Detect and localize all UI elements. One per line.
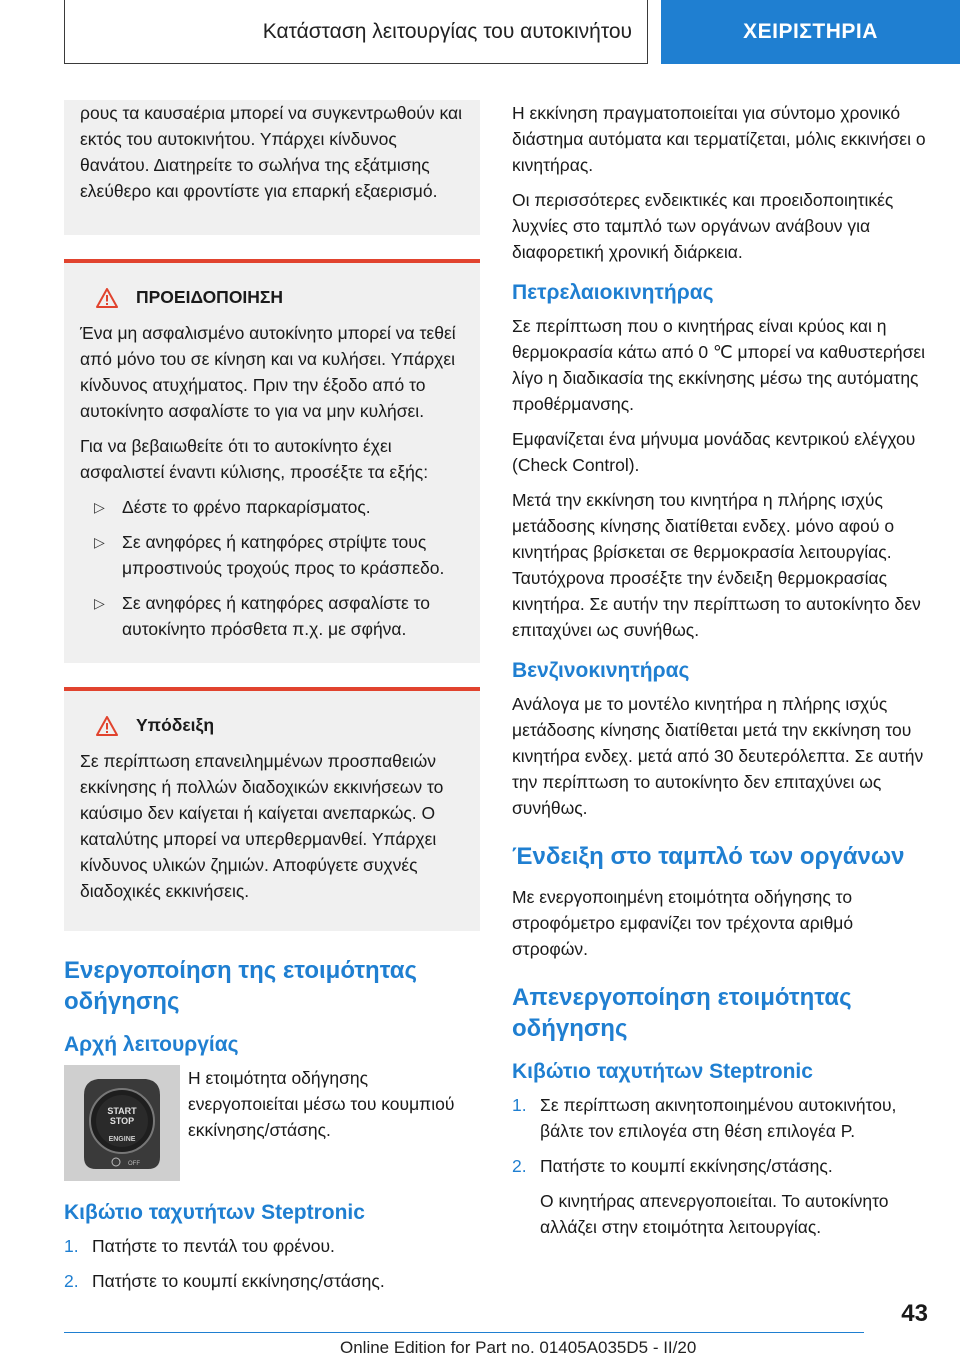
- petrol-text: Ανάλογα με το μοντέλο κινητήρα η πλήρης ισχύς μετάδοσης κίνησης διατίθεται μετά την εκκίνηση του κινητήρα ενδεχ. μετά από 30 δευτερόλεπτα. Σε αυτήν την περίπτωση το αυτοκίνητο δεν επιταχύνει ως συνήθως.: [512, 694, 924, 818]
- notice-box: [64, 687, 480, 931]
- stop-label: STOP: [109, 1116, 135, 1126]
- start-stop-button-image: [64, 1065, 180, 1181]
- display-text: Με ενεργοποιημένη ετοιμότητα οδήγησης το στροφόμετρο εμφανίζει τον τρέχοντα αριθμό στροφών.: [512, 887, 854, 959]
- heading-instrument-display: Ένδειξη στο ταμπλό των οργάνων: [512, 843, 905, 870]
- triangle-bullet-icon: ▷: [94, 534, 105, 550]
- heading-petrol: Βενζινοκινητήρας: [512, 659, 690, 682]
- right-column: [512, 100, 928, 1249]
- heading-steptronic-right: Κιβώτιο ταχυτήτων Steptronic: [512, 1060, 813, 1083]
- footer-edition: Online Edition for Part no. 01405A035D5 - II/20: [340, 1338, 697, 1357]
- notice-title: Υπόδειξη: [136, 715, 215, 735]
- warning-title-row: [80, 287, 464, 308]
- list-item: 1. Πατήστε το πεντάλ του φρένου.: [64, 1236, 335, 1256]
- off-label: OFF: [128, 1161, 140, 1167]
- list-item: 2. Πατήστε το κουμπί εκκίνησης/στάσης.: [64, 1271, 385, 1291]
- diesel-text-2: Εμφανίζεται ένα μήνυμα μονάδας κεντρικού ελέγχου (Check Control).: [512, 429, 916, 475]
- warning-text-1: Ένα μη ασφαλισμένο αυτοκίνητο μπορεί να τεθεί από μόνο του σε κίνηση και να κυλήσει. Υπάρχει κίνδυνος ατυχήματος. Πριν την έξοδο από το αυτοκίνητο ασφαλίστε το για να μην κυλήσει.: [80, 323, 456, 421]
- diesel-text-3: Μετά την εκκίνηση του κινητήρα η πλήρης ισχύς μετάδοσης κίνησης διατίθεται ενδεχ. μόνο αφού ο κινητήρας βρίσκεται σε θερμοκρασία λειτουργίας. Ταυτόχρονα προσέξτε την ένδειξη θερμοκρασίας κινητήρα. Σε αυτήν την περίπτωση το αυτοκίνητο δεν επιταχύνει ως συνήθως.: [512, 490, 921, 640]
- triangle-bullet-icon: ▷: [94, 499, 105, 515]
- indicator-description: Οι περισσότερες ενδεικτικές και προειδοποιητικές λυχνίες στο ταμπλό των οργάνων ανάβουν για διαφορετική χρονική διάρκεια.: [512, 190, 894, 262]
- page-number: 43: [901, 1300, 928, 1327]
- left-column: [64, 100, 480, 1303]
- step2-result: Ο κινητήρας απενεργοποιείται. Το αυτοκίνητο αλλάζει στην ετοιμότητα λειτουργίας.: [540, 1191, 889, 1237]
- start-stop-button-icon: [64, 1065, 180, 1181]
- list-item: ▷ Σε ανηφόρες ή κατηφόρες ασφαλίστε το αυτοκίνητο πρόσθετα π.χ. με σφήνα.: [80, 590, 464, 642]
- principle-row: [64, 1065, 480, 1181]
- notice-title-row: [80, 715, 464, 736]
- heading-steptronic-left: Κιβώτιο ταχυτήτων Steptronic: [64, 1201, 365, 1224]
- engine-label: ENGINE: [108, 1136, 136, 1143]
- heading-deactivate-drive-ready: Απενεργοποίηση ετοιμότητας οδήγησης: [512, 984, 852, 1042]
- diesel-text-1: Σε περίπτωση που ο κινητήρας είναι κρύος και η θερμοκρασία κάτω από 0 ℃ μπορεί να καθυστερήσει λίγο η διαδικασία της εκκίνησης μέσω της αυτόματης προθέρμανσης.: [512, 316, 926, 414]
- chapter-tab[interactable]: ΧΕΙΡΙΣΤΗΡΙΑ: [661, 0, 960, 64]
- warning-triangle-icon: [96, 288, 118, 308]
- intro-text: ρους τα καυσαέρια μπορεί να συγκεντρωθούν και εκτός του αυτοκινήτου. Υπάρχει κίνδυνος θανάτου. Διατηρείτε το σωλήνα της εξάτμισης ελεύθερο και φροντίστε για επαρκή εξαερισμό.: [80, 103, 462, 201]
- section-title: Κατάσταση λειτουργίας του αυτοκινήτου: [262, 20, 632, 43]
- principle-text: Η ετοιμότητα οδήγησης ενεργοποιείται μέσω του κουμπιού εκκίνησης/στάσης.: [188, 1068, 455, 1140]
- heading-activate-drive-ready: Ενεργοποίηση της ετοιμότητας οδήγησης: [64, 957, 417, 1015]
- notice-text: Σε περίπτωση επανειλημμένων προσπαθειών εκκίνησης ή πολλών διαδοχικών εκκινήσεων το καύσιμο δεν καίγεται ή καίγεται ανεπαρκώς. Ο καταλύτης μπορεί να υπερθερμανθεί. Υπάρχει κίνδυνος υλικών ζημιών. Αποφύγετε συχνές διαδοχικές εκκινήσεις.: [80, 751, 444, 901]
- list-item: ▷ Σε ανηφόρες ή κατηφόρες στρίψτε τους μπροστινούς τροχούς προς το κράσπεδο.: [80, 529, 464, 581]
- start-label: START: [107, 1106, 137, 1116]
- stop-steps-list: [512, 1092, 928, 1179]
- start-steps-list: [64, 1233, 480, 1294]
- footer-divider: [64, 1332, 864, 1333]
- list-item: 1. Σε περίπτωση ακινητοποιημένου αυτοκινήτου, βάλτε τον επιλογέα στη θέση επιλογέα P.: [512, 1095, 897, 1141]
- heading-principle: Αρχή λειτουργίας: [64, 1033, 239, 1056]
- warning-box: [64, 259, 480, 663]
- heading-diesel: Πετρελαιοκινητήρας: [512, 281, 714, 304]
- triangle-bullet-icon: ▷: [94, 595, 105, 611]
- start-description: Η εκκίνηση πραγματοποιείται για σύντομο χρονικό διάστημα αυτόματα και τερματίζεται, μόλις εκκινήσει ο κινητήρας.: [512, 103, 926, 175]
- intro-box: [64, 100, 480, 235]
- warning-title: ΠΡΟΕΙΔΟΠΟΙΗΣΗ: [136, 287, 284, 307]
- warning-triangle-icon: [96, 716, 118, 736]
- list-item: 2. Πατήστε το κουμπί εκκίνησης/στάσης.: [512, 1156, 833, 1176]
- warning-list: [80, 494, 464, 642]
- warning-text-2: Για να βεβαιωθείτε ότι το αυτοκίνητο έχει ασφαλιστεί έναντι κύλισης, προσέξτε τα εξής:: [80, 436, 429, 482]
- list-item: ▷ Δέστε το φρένο παρκαρίσματος.: [80, 494, 464, 520]
